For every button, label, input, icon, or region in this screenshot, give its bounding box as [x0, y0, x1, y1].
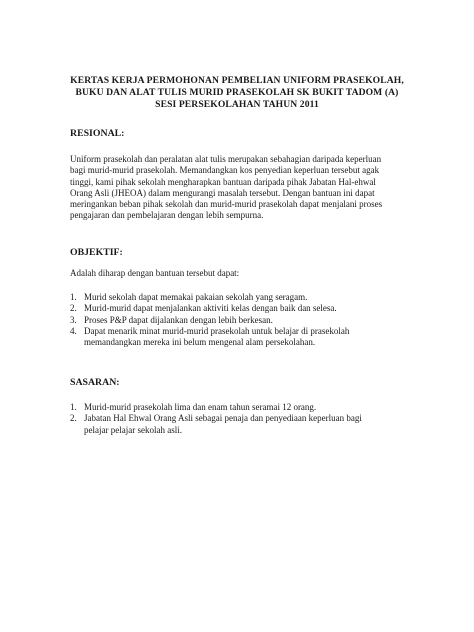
list-number: 1.: [70, 402, 77, 412]
list-item: [70, 413, 410, 436]
objektif-heading: OBJEKTIF:: [70, 247, 123, 258]
list-number: 2.: [70, 303, 77, 314]
list-item-text: pelajar pelajar sekolah asli.: [84, 424, 182, 435]
list-number: 4.: [70, 325, 77, 336]
list-item: [70, 315, 410, 326]
resional-heading: RESIONAL:: [70, 128, 125, 139]
list-item-text: Murid sekolah dapat memakai pakaian sekolah yang seragam.: [84, 292, 308, 302]
document-title: [60, 75, 414, 111]
sasaran-heading: SASARAN:: [70, 377, 120, 388]
list-item: [70, 303, 410, 314]
paragraph-line: bagi murid-murid prasekolah. Memandangkan kos penyedian keperluan tersebut agak: [70, 165, 380, 176]
list-item-text: memandangkan mereka ini belum mengenal alam persekolahan.: [84, 337, 316, 348]
paragraph-line: meringankan beban pihak sekolah dan murid-murid prasekolah dapat menjalani proses: [70, 199, 383, 210]
title-line-1: KERTAS KERJA PERMOHONAN PEMBELIAN UNIFORM PRASEKOLAH,: [70, 75, 404, 86]
list-item: [70, 402, 410, 413]
list-item-text: Proses P&P dapat dijalankan dengan lebih berkesan.: [84, 314, 273, 325]
list-number: 3.: [70, 314, 77, 325]
paragraph-line: Orang Asli (JHEOA) dalam mengurangi masalah tersebut. Dengan bantuan ini dapat: [70, 187, 375, 198]
list-item-text: Dapat menarik minat murid-murid prasekolah untuk belajar di prasekolah: [84, 325, 350, 336]
title-line-3: SESI PERSEKOLAHAN TAHUN 2011: [155, 99, 319, 110]
paragraph-line: pengajaran dan pembelajaran dengan lebih sempurna.: [70, 210, 264, 221]
title-line-2: BUKU DAN ALAT TULIS MURID PRASEKOLAH SK BUKIT TADOM (A): [75, 87, 399, 98]
sasaran-list: [70, 402, 410, 436]
paragraph-line: tinggi, kami pihak sekolah mengharapkan bantuan daripada pihak Jabatan Hal-ehwal: [70, 176, 376, 187]
list-item-text: Jabatan Hal Ehwal Orang Asli sebagai penaja dan penyediaan keperluan bagi: [84, 413, 362, 424]
objektif-list: [70, 292, 410, 348]
list-item: [70, 326, 410, 349]
paragraph-line: Uniform prasekolah dan peralatan alat tulis merupakan sebahagian daripada keperluan: [70, 154, 382, 164]
list-number: 2.: [70, 413, 77, 424]
resional-paragraph: [70, 154, 400, 222]
list-item-text: Murid-murid dapat menjalankan aktiviti kelas dengan baik dan selesa.: [84, 303, 337, 314]
list-item: [70, 292, 410, 303]
list-number: 1.: [70, 292, 77, 302]
list-item-text: Murid-murid prasekolah lima dan enam tahun seramai 12 orang.: [84, 402, 317, 412]
objektif-intro: Adalah diharap dengan bantuan tersebut dapat:: [70, 268, 240, 278]
